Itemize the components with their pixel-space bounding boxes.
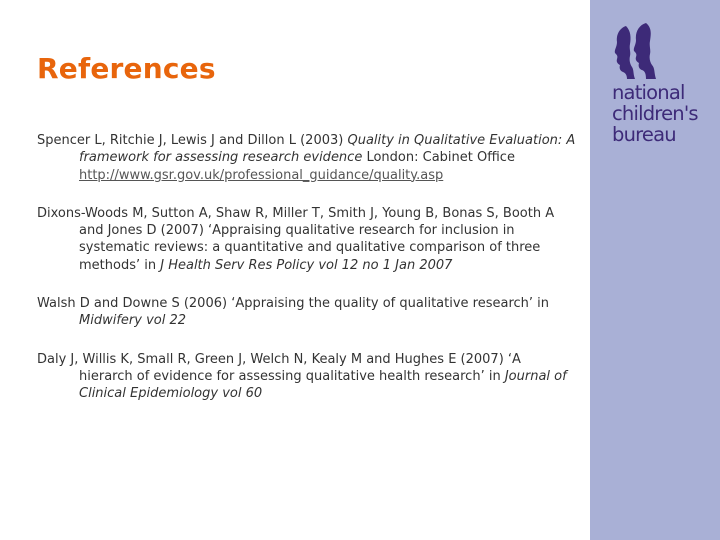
reference-text: London: Cabinet Office	[362, 150, 515, 166]
logo-line: bureau	[612, 123, 676, 146]
reference-text: Walsh D and Downe S (2006) ‘Appraising the quality of qualitative research’ in	[37, 296, 550, 312]
reference-item	[37, 205, 577, 274]
reference-title: Journal of Clinical Epidemiology vol 60	[79, 368, 567, 402]
reference-title: Midwifery vol 22	[79, 313, 187, 329]
reference-link[interactable]: http://www.gsr.gov.uk/professional_guidance/quality.asp	[79, 167, 444, 183]
ncb-logo	[612, 22, 712, 145]
reference-text: Dixons-Woods M, Sutton A, Shaw R, Miller T, Smith J, Young B, Bonas S, Booth A and Jones D (2007) ‘Appraising qualitative research for inclusion in systematic reviews: a quantitative and qualitative comparison of three methods’ in	[37, 205, 555, 273]
reference-text: Spencer L, Ritchie J, Lewis J and Dillon L (2003)	[37, 133, 348, 148]
reference-title: Quality in Qualitative Evaluation: A framework for assessing research evidence	[79, 133, 576, 166]
reference-item	[37, 295, 577, 330]
reference-item	[37, 351, 577, 403]
page-title: References	[37, 52, 216, 85]
reference-text: Daly J, Willis K, Small R, Green J, Welch N, Kealy M and Hughes E (2007) ‘A hierarch of evidence for assessing qualitative health research’ in	[37, 351, 521, 384]
reference-title: J Health Serv Res Policy vol 12 no 1 Jan 2007	[160, 257, 453, 273]
profile-faces-icon	[612, 22, 662, 80]
logo-line: national	[612, 81, 685, 104]
reference-list	[37, 132, 577, 424]
logo-wordmark	[612, 82, 712, 145]
logo-line: children's	[612, 102, 698, 125]
reference-item	[37, 132, 577, 184]
